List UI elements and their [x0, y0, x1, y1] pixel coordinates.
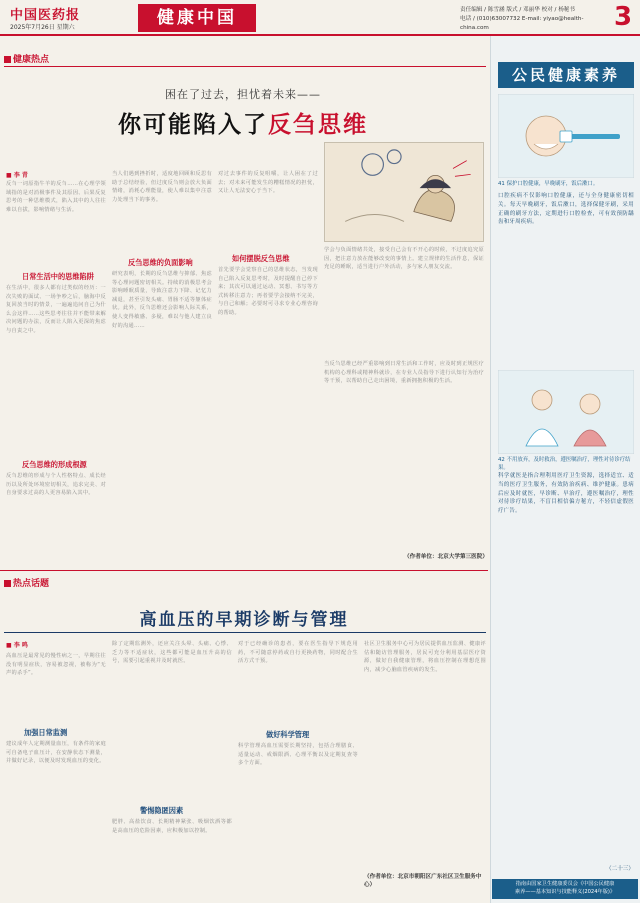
page-number: 3: [614, 2, 633, 32]
sidebar-caption-1: 41 保护口腔健康，早晚刷牙，饭后漱口。: [498, 181, 599, 187]
hot-text-col1-b: 建议成年人定期测量血压，有条件的家庭可自备电子血压计，在安静状态下测量，并做好记录，以便及时发现血压的变化。: [6, 741, 106, 765]
feature-text-col1-a: 反刍一词原指牛羊的反刍……在心理学领域指的是对消极事件及其原因、后果反复思考的一种思维模式，陷入其中的人往往难以自拔，影响情绪与生活。: [6, 181, 106, 213]
doctor-illustration: [498, 370, 634, 454]
hot-section-rule: [0, 570, 488, 571]
hot-text-col1-a: 高血压是最常见的慢性病之一，早期往往没有明显症状，容易被忽视，被称为“无声的杀手”。: [6, 653, 106, 677]
toothbrush-icon: [568, 134, 620, 139]
sidebar-text-1: 口腔疾病不仅影响口腔健康，还与全身健康密切相关。每天早晚刷牙，饭后漱口，选择保健牙刷，采用正确的刷牙方法，定期进行口腔检查，可有效预防龋齿和牙周疾病。: [498, 193, 634, 226]
editor-credits: [460, 6, 610, 33]
hot-subhead-3: 做好科学管理: [266, 730, 310, 739]
hot-title-rule: [4, 632, 486, 633]
feature-text-col4-a: 学会与负面情绪共处，接受自己会有不开心的时候，不过度追究原因，把注意力放在能够改变的事情上。建立规律的生活作息，保证充足的睡眠，适当进行户外活动，多与家人朋友交流。: [324, 247, 484, 271]
feature-byline: ■ 李 青: [6, 172, 28, 179]
sidebar-footer: [492, 879, 638, 899]
editor-line-1: 责任编辑 / 陈雪涵 版式 / 邓丽华 校对 / 杨秘书: [460, 7, 575, 13]
hot-text-col4: 社区卫生服务中心可为居民提供血压监测、健康评估和随访管理服务，居民可充分利用基层医疗资源，做好自我健康管理，将血压控制在理想范围内，减少心脑血管疾病的发生。: [364, 641, 486, 673]
hot-title: 高血压的早期诊断与管理: [139, 610, 349, 630]
feature-text-col1-b: 在生活中，很多人都有过类似的经历：一次失败的面试、一场争吵之后，脑海中反复回放当时的情景，一遍遍追问自己为什么会这样……这些思考往往并不能带来解决问题的办法，反而让人陷入更深的焦虑与自责之中。: [6, 285, 106, 334]
feature-subhead-2: 反刍思维的形成根源: [22, 460, 87, 469]
sidebar-end-mark: （二十三）: [606, 866, 634, 872]
feature-text-col3-b: 首先要学会觉察自己的思维状态，当发现自己陷入反复思考时，及时提醒自己停下来；其次可以通过运动、冥想、书写等方式转移注意力；再者要学会接纳不完美，与自己和解；必要时可寻求专业心理咨询的帮助。: [218, 267, 318, 316]
hot-author: 李 鸣: [13, 642, 28, 649]
hot-text-col3-a: 对于已经确诊的患者，要在医生指导下规范用药，不可随意停药或自行更换药物，同时配合生活方式干预。: [238, 641, 358, 665]
hot-subhead-2: 警惕隐匿因素: [140, 806, 184, 815]
feature-headline: [0, 106, 486, 139]
feature-subhead-1: 日常生活中的思维陷阱: [22, 272, 94, 281]
feature-section-tag: [4, 52, 49, 65]
feature-text-col3-a: 对过去事件的反复咀嚼，让人困在了过去；对未来可能发生的糟糕情况的担忧，又让人无法安心于当下。: [218, 171, 318, 195]
hot-subhead-1: 加强日常监测: [24, 728, 68, 737]
sidebar-footer-line-2: 素养——基本知识与技能释义(2024年版)》: [514, 888, 616, 895]
sidebar-title: 公民健康素养: [498, 62, 634, 88]
section-banner: 健康中国: [138, 4, 256, 32]
hot-text-col2-b: 肥胖、高盐饮食、长期精神紧张、吸烟饮酒等都是高血压的危险因素，应积极加以控制。: [112, 819, 232, 834]
feature-text-col4-b: 当反刍思维已经严重影响到日常生活和工作时，应及时到正规医疗机构的心理科或精神科就诊，在专业人员指导下进行认知行为治疗等干预，以帮助自己走出困境，重新拥抱积极的生活。: [324, 361, 484, 385]
sidebar-text-2: 科学就医是指合理利用医疗卫生资源，选择适宜、适当的医疗卫生服务，有效防治疾病、维护健康。患病后应及时就医，早诊断、早治疗，遵医嘱治疗，理性对待诊疗结果，不盲目相信偏方秘方，不轻信虚假医疗广告。: [498, 473, 634, 515]
hot-text-col3-b: 科学管理高血压需要长期坚持，包括合理膳食、适量运动、戒烟限酒、心理平衡以及定期复查等多个方面。: [238, 743, 358, 767]
feature-author-affiliation: （作者单位：北京大学第三医院）: [404, 554, 488, 560]
feature-text-col2-b: 研究表明，长期的反刍思维与抑郁、焦虑等心理问题密切相关。持续的消极思考会影响睡眠质量，导致注意力下降、记忆力减退，甚至引发头痛、胃肠不适等躯体症状。此外，反刍思维还会影响人际关系，使人变得敏感、多疑，难以与他人建立良好的沟通……: [112, 271, 212, 329]
feature-subhead-4: 如何摆脱反刍思维: [232, 254, 290, 263]
feature-section-label: 健康热点: [13, 55, 50, 65]
hot-author-affiliation: （作者单位：北京市朝阳区广东社区卫生服务中心）: [364, 874, 482, 888]
section-marker-icon: [4, 580, 11, 587]
hot-text-col2-a: 除了定期监测外，还应关注头晕、头痛、心悸、乏力等不适症状，这些都可能是血压升高的信号，需要引起重视并及时就医。: [112, 641, 232, 665]
feature-author: 李 青: [13, 172, 28, 179]
sidebar-footer-line-1: 指南由国家卫生健康委员会《中国公民健康: [515, 881, 615, 887]
headline-red-part: 反刍思维: [268, 111, 368, 138]
headline-black-part: 你可能陷入了: [118, 111, 268, 138]
hot-byline: ■ 李 鸣: [6, 642, 28, 649]
hot-section-label: 热点话题: [13, 579, 50, 589]
masthead: [0, 0, 640, 36]
hot-section-tag: [4, 576, 49, 589]
section-marker-icon: [4, 56, 11, 63]
editor-line-2: 电话 / (010)63007732 E-mail: yiyao@health-china.com: [460, 16, 584, 31]
feature-subhead-3: 反刍思维的负面影响: [128, 258, 193, 267]
toothbrush-illustration: [498, 94, 634, 178]
feature-kicker: 困在了过去，担忧着未来——: [165, 88, 321, 101]
feature-text-col1-c: 反刍思维的形成与个人性格特点、成长经历以及所处环境密切相关，追求完美、对自身要求过高的人更容易陷入其中。: [6, 473, 106, 497]
sidebar-caption-2: 42 不用放弃，及时救治，遵医嘱治疗，理性对待诊疗结果。: [498, 457, 631, 471]
feature-illustration: [324, 142, 484, 242]
newspaper-logo: 中国医药报: [10, 8, 81, 23]
feature-text-col2-a: 当人们遇到挫折时，适度地回顾和反思有助于总结经验，但过度反刍则会放大负面情绪，消耗心理能量，使人难以集中注意力处理当下的事务。: [112, 171, 212, 203]
issue-date: 2025年7月26日 星期六: [10, 24, 75, 31]
feature-top-rule: [4, 66, 486, 67]
